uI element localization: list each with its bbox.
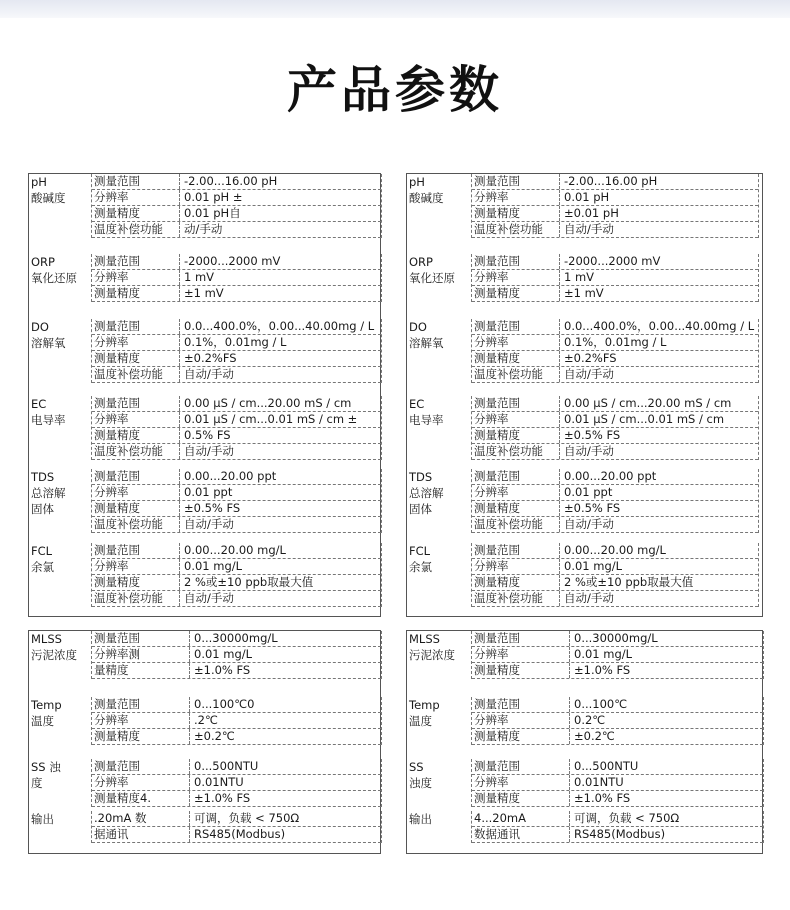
top-banner-strip [0, 0, 790, 18]
category-code: MLSS [409, 632, 440, 646]
parameter-rows [471, 759, 764, 807]
parameter-row [92, 286, 381, 302]
parameter-value: 0.01 mg/L [574, 647, 633, 661]
category-code: TDS [409, 470, 433, 484]
parameter-row [92, 351, 381, 367]
page-title: 产品参数 [287, 61, 503, 119]
parameter-row [92, 591, 381, 607]
category-code: Temp [409, 698, 440, 712]
parameter-value: RS485(Modbus) [574, 827, 666, 841]
parameter-value: 动/手动 [184, 222, 223, 236]
parameter-value: ±1.0% FS [194, 791, 251, 805]
parameter-label: 测量精度 [472, 428, 560, 443]
parameter-row [472, 319, 758, 335]
parameter-label: 测量范围 [92, 759, 190, 774]
parameter-row [92, 759, 381, 775]
parameter-row [92, 335, 381, 351]
parameter-label: 分辨率 [92, 775, 190, 790]
parameter-row [472, 591, 758, 607]
parameter-row [472, 775, 763, 791]
parameter-row [92, 501, 381, 517]
parameter-label: 测量范围 [472, 319, 560, 334]
parameter-row [472, 759, 763, 775]
parameter-value: 0.01 pH [564, 190, 610, 204]
parameter-row [92, 811, 381, 827]
category-code: 输出 [409, 812, 432, 826]
parameter-value: 2 %或±10 ppb取最大值 [564, 575, 694, 589]
parameter-row [92, 444, 381, 460]
parameter-label: 测量范围 [92, 174, 180, 189]
parameter-rows [471, 174, 759, 238]
parameter-value: 自动/手动 [184, 591, 234, 605]
parameter-row [472, 254, 758, 270]
parameter-row [92, 222, 381, 238]
parameter-value: 可调，负载 < 750Ω [194, 811, 300, 825]
parameter-value: ±1 mV [564, 286, 604, 300]
parameter-row [92, 543, 381, 559]
parameter-row [472, 469, 758, 485]
category-code: ORP [31, 255, 55, 269]
parameter-value: 0.01 μS / cm...0.01 mS / cm ± [184, 412, 358, 426]
parameter-row [472, 543, 758, 559]
category-name: 度 [31, 776, 43, 790]
parameter-label: 分辨率 [92, 412, 180, 427]
parameter-row [472, 729, 763, 745]
category-code: EC [31, 397, 47, 411]
parameter-value: 0.01 ppt [564, 485, 613, 499]
parameter-value: ±0.01 pH [564, 206, 619, 220]
parameter-value: ±1.0% FS [194, 663, 251, 677]
parameter-rows [91, 254, 382, 302]
parameter-value: 0.01 mg/L [564, 559, 623, 573]
category-name: 氧化还原 [409, 271, 455, 285]
parameter-label: 量精度 [92, 663, 190, 678]
category-name: 温度 [409, 714, 432, 728]
parameter-value: 0.1%，0.01mg / L [564, 335, 667, 349]
parameter-value: ±0.5% FS [564, 501, 621, 515]
parameter-row [92, 254, 381, 270]
parameter-label: 测量精度 [92, 501, 180, 516]
parameter-label: 测量范围 [92, 469, 180, 484]
parameter-value: 0.0...400.0%，0.00...40.00mg / L [184, 319, 375, 333]
parameter-label: 测量范围 [92, 319, 180, 334]
parameter-row [92, 713, 381, 729]
category-code: FCL [31, 544, 53, 558]
parameter-value: RS485(Modbus) [194, 827, 286, 841]
parameter-label: 测量范围 [472, 543, 560, 558]
parameter-label: 分辨率 [472, 775, 570, 790]
parameter-rows [471, 396, 759, 460]
parameter-value: 0.00...20.00 mg/L [564, 543, 666, 557]
parameter-row [472, 663, 763, 679]
category-code: DO [409, 320, 427, 334]
parameter-row [472, 517, 758, 533]
parameter-label: 测量范围 [92, 697, 190, 712]
parameter-value: 0.2℃ [574, 713, 606, 727]
category-code: SS [409, 760, 424, 774]
parameter-value: 0.00...20.00 mg/L [184, 543, 286, 557]
parameter-label: 测量精度 [472, 286, 560, 301]
parameter-row [472, 190, 758, 206]
parameter-row [472, 428, 758, 444]
parameter-value: 0.01 pH ± [184, 190, 243, 204]
parameter-rows [91, 396, 382, 460]
parameter-value: 0...30000mg/L [574, 631, 658, 645]
parameter-value: 0.00 μS / cm...20.00 mS / cm [184, 396, 352, 410]
parameter-value: 0.00 μS / cm...20.00 mS / cm [564, 396, 732, 410]
parameter-value: 自动/手动 [564, 222, 614, 236]
parameter-row [472, 174, 758, 190]
parameter-value: 0...100℃0 [194, 697, 255, 711]
category-name: 总溶解 固体 [31, 486, 66, 516]
parameter-rows [471, 319, 759, 383]
parameter-row [92, 827, 381, 843]
parameter-label: 测量范围 [472, 174, 560, 189]
parameter-rows [91, 174, 382, 238]
parameter-label: .20mA 数 [92, 811, 190, 826]
parameter-label: 分辨率 [472, 647, 570, 662]
parameter-row [92, 174, 381, 190]
category-code: ORP [409, 255, 433, 269]
parameter-label: 测量精度 [92, 286, 180, 301]
parameter-row [92, 647, 381, 663]
parameter-row [472, 335, 758, 351]
parameter-value: 2 %或±10 ppb取最大值 [184, 575, 314, 589]
parameter-value: -2000...2000 mV [564, 254, 661, 268]
parameter-value: -2.00...16.00 pH [184, 174, 278, 188]
parameter-value: 0.5% FS [184, 428, 231, 442]
parameter-row [92, 575, 381, 591]
parameter-label: 测量精度 [472, 729, 570, 744]
parameter-row [92, 206, 381, 222]
spec-table-upper-right [406, 173, 763, 617]
parameter-row [472, 827, 763, 843]
parameter-label: 分辨率 [92, 485, 180, 500]
parameter-row [92, 396, 381, 412]
category-name: 酸碱度 [31, 191, 66, 205]
parameter-value: 0.01 mg/L [184, 559, 243, 573]
parameter-row [472, 811, 763, 827]
parameter-value: ±0.5% FS [564, 428, 621, 442]
parameter-label: 测量精度 [472, 351, 560, 366]
parameter-row [472, 412, 758, 428]
parameter-value: 自动/手动 [564, 591, 614, 605]
parameter-value: -2000...2000 mV [184, 254, 281, 268]
parameter-label: 分辨率 [472, 485, 560, 500]
parameter-row [472, 485, 758, 501]
parameter-label: 测量范围 [472, 254, 560, 269]
parameter-row [472, 575, 758, 591]
parameter-label: 测量范围 [92, 543, 180, 558]
parameter-label: 测量精度 [92, 428, 180, 443]
parameter-label: 分辨率 [472, 190, 560, 205]
spec-table-lower-left [28, 630, 381, 854]
parameter-row [92, 469, 381, 485]
parameter-value: -2.00...16.00 pH [564, 174, 658, 188]
category-code: 输出 [31, 812, 54, 826]
category-code: SS 浊 [31, 760, 61, 774]
category-code: DO [31, 320, 49, 334]
parameter-label: 温度补偿功能 [92, 517, 180, 532]
category-name: 余氯 [31, 560, 54, 574]
parameter-label: 测量精度 [92, 575, 180, 590]
parameter-label: 温度补偿功能 [92, 367, 180, 382]
parameter-label: 测量范围 [92, 631, 190, 646]
parameter-row [472, 206, 758, 222]
parameter-value: ±0.2℃ [194, 729, 235, 743]
parameter-row [92, 663, 381, 679]
parameter-row [472, 647, 763, 663]
category-name: 溶解氧 [31, 336, 66, 350]
parameter-rows [471, 811, 764, 843]
parameter-label: 测量精度 [92, 729, 190, 744]
parameter-label: 测量精度 [92, 206, 180, 221]
parameter-row [472, 396, 758, 412]
parameter-rows [91, 631, 382, 679]
category-name: 温度 [31, 714, 54, 728]
parameter-row [92, 428, 381, 444]
spec-table-lower-right [406, 630, 763, 854]
parameter-label: 测量范围 [472, 759, 570, 774]
parameter-value: 0.00...20.00 ppt [184, 469, 277, 483]
parameter-label: 分辨率 [472, 713, 570, 728]
parameter-rows [471, 254, 759, 302]
parameter-label: 温度补偿功能 [472, 517, 560, 532]
parameter-value: 自动/手动 [564, 367, 614, 381]
parameter-label: 分辨率 [92, 559, 180, 574]
parameter-label: 温度补偿功能 [472, 367, 560, 382]
parameter-row [472, 222, 758, 238]
parameter-value: 0...500NTU [194, 759, 259, 773]
parameter-label: 数据通讯 [472, 827, 570, 842]
parameter-label: 分辨率 [92, 335, 180, 350]
parameter-row [92, 270, 381, 286]
category-code: MLSS [31, 632, 62, 646]
parameter-label: 测量精度 [92, 351, 180, 366]
parameter-value: 0...30000mg/L [194, 631, 278, 645]
parameter-row [472, 501, 758, 517]
parameter-label: 分辨率 [472, 559, 560, 574]
parameter-value: 0.01 pH自 [184, 206, 241, 220]
parameter-value: 自动/手动 [184, 517, 234, 531]
parameter-row [472, 713, 763, 729]
category-code: EC [409, 397, 425, 411]
parameter-rows [91, 543, 382, 607]
parameter-label: 4...20mA [472, 811, 570, 826]
parameter-value: 0.00...20.00 ppt [564, 469, 657, 483]
parameter-value: .2℃ [194, 713, 218, 727]
parameter-value: 可调，负载 < 750Ω [574, 811, 680, 825]
parameter-value: 自动/手动 [564, 517, 614, 531]
parameter-row [472, 286, 758, 302]
parameter-label: 测量精度 [472, 206, 560, 221]
parameter-value: ±0.2℃ [574, 729, 615, 743]
parameter-label: 测量范围 [92, 396, 180, 411]
parameter-row [92, 412, 381, 428]
parameter-label: 分辨率 [472, 270, 560, 285]
parameter-value: 0.01NTU [194, 775, 244, 789]
category-name: 电导率 [31, 413, 66, 427]
parameter-rows [471, 543, 759, 607]
parameter-rows [91, 697, 382, 745]
parameter-value: 0.01 μS / cm...0.01 mS / cm [564, 412, 725, 426]
category-name: 污泥浓度 [31, 648, 77, 662]
parameter-label: 分辨率 [472, 335, 560, 350]
parameter-label: 测量精度 [472, 791, 570, 806]
parameter-value: 0.01 ppt [184, 485, 233, 499]
parameter-row [472, 559, 758, 575]
category-name: 余氯 [409, 560, 432, 574]
parameter-label: 分辨率 [92, 270, 180, 285]
parameter-label: 测量精度 [472, 575, 560, 590]
parameter-value: 0.1%，0.01mg / L [184, 335, 287, 349]
parameter-row [92, 319, 381, 335]
parameter-label: 测量范围 [472, 469, 560, 484]
parameter-row [472, 270, 758, 286]
parameter-value: ±1 mV [184, 286, 224, 300]
parameter-row [92, 791, 381, 807]
parameter-label: 温度补偿功能 [92, 591, 180, 606]
parameter-label: 温度补偿功能 [472, 444, 560, 459]
parameter-value: 1 mV [564, 270, 595, 284]
parameter-value: ±0.5% FS [184, 501, 241, 515]
parameter-row [472, 631, 763, 647]
spec-table-upper-left [28, 173, 381, 617]
parameter-label: 分辨率 [92, 713, 190, 728]
parameter-rows [91, 811, 382, 843]
parameter-value: 0...500NTU [574, 759, 639, 773]
parameter-rows [471, 631, 764, 679]
parameter-value: 0.0...400.0%，0.00...40.00mg / L [564, 319, 755, 333]
parameter-row [92, 729, 381, 745]
parameter-value: 0...100℃ [574, 697, 628, 711]
parameter-row [92, 775, 381, 791]
category-code: Temp [31, 698, 62, 712]
parameter-rows [471, 697, 764, 745]
parameter-row [472, 444, 758, 460]
category-name: 酸碱度 [409, 191, 444, 205]
parameter-label: 分辨率 [472, 412, 560, 427]
parameter-row [92, 559, 381, 575]
category-name: 氧化还原 [31, 271, 77, 285]
parameter-row [472, 351, 758, 367]
parameter-row [92, 190, 381, 206]
parameter-label: 温度补偿功能 [472, 222, 560, 237]
parameter-label: 测量精度4. [92, 791, 190, 806]
category-name: 总溶解 固体 [409, 486, 444, 516]
parameter-value: ±0.2%FS [184, 351, 237, 365]
parameter-rows [91, 319, 382, 383]
parameter-label: 据通讯 [92, 827, 190, 842]
parameter-label: 温度补偿功能 [472, 591, 560, 606]
parameter-label: 测量范围 [472, 396, 560, 411]
parameter-label: 测量范围 [472, 631, 570, 646]
parameter-label: 测量范围 [92, 254, 180, 269]
category-code: TDS [31, 470, 55, 484]
category-code: pH [409, 175, 425, 189]
parameter-value: 1 mV [184, 270, 215, 284]
parameter-rows [91, 469, 382, 533]
parameter-row [472, 367, 758, 383]
parameter-value: ±1.0% FS [574, 663, 631, 677]
parameter-value: ±0.2%FS [564, 351, 617, 365]
parameter-label: 分辨率测 [92, 647, 190, 662]
parameter-label: 测量精度 [472, 663, 570, 678]
category-code: FCL [409, 544, 431, 558]
parameter-label: 温度补偿功能 [92, 222, 180, 237]
parameter-row [472, 791, 763, 807]
parameter-value: 自动/手动 [564, 444, 614, 458]
category-name: 电导率 [409, 413, 444, 427]
category-code: pH [31, 175, 47, 189]
parameter-value: ±1.0% FS [574, 791, 631, 805]
parameter-value: 0.01 mg/L [194, 647, 253, 661]
parameter-label: 分辨率 [92, 190, 180, 205]
parameter-label: 测量范围 [472, 697, 570, 712]
parameter-label: 温度补偿功能 [92, 444, 180, 459]
parameter-row [92, 697, 381, 713]
parameter-row [92, 485, 381, 501]
category-name: 溶解氧 [409, 336, 444, 350]
parameter-label: 测量精度 [472, 501, 560, 516]
parameter-rows [471, 469, 759, 533]
parameter-row [472, 697, 763, 713]
parameter-value: 自动/手动 [184, 444, 234, 458]
parameter-row [92, 631, 381, 647]
parameter-rows [91, 759, 382, 807]
parameter-value: 自动/手动 [184, 367, 234, 381]
parameter-value: 0.01NTU [574, 775, 624, 789]
parameter-row [92, 367, 381, 383]
category-name: 污泥浓度 [409, 648, 455, 662]
category-name: 浊度 [409, 776, 432, 790]
parameter-row [92, 517, 381, 533]
